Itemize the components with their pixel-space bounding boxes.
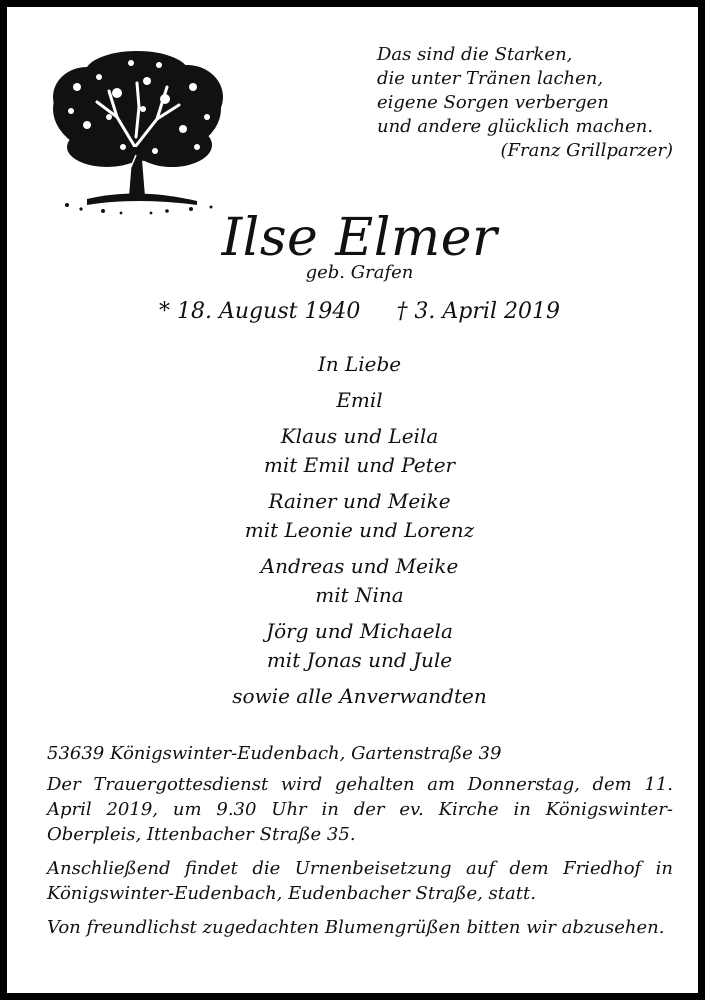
death-date: † 3. April 2019 xyxy=(396,299,560,324)
birth-date: * 18. August 1940 xyxy=(159,299,361,324)
quote-line: und andere glücklich machen. xyxy=(377,116,654,137)
mourners-intro: In Liebe xyxy=(317,352,402,376)
quote-line: eigene Sorgen verbergen xyxy=(377,92,609,113)
family-line: mit Jonas und Jule xyxy=(266,648,453,672)
family-line: mit Leonie und Lorenz xyxy=(244,518,475,542)
service-info: Der Trauergottesdienst wird gehalten am Donnerstag, dem 11. April 2019, um 9.30 Uhr in der ev. Kirche in Königswinter-Oberpleis, Ittenbacher Straße 35. xyxy=(47,774,673,845)
mourners-closing: sowie alle Anverwandten xyxy=(232,684,487,708)
spouse-name: Emil xyxy=(336,388,383,412)
deceased-name: Ilse Elmer xyxy=(221,208,498,268)
tree-illustration-icon xyxy=(47,47,227,217)
family-group xyxy=(7,552,705,610)
quote-line: Das sind die Starken, xyxy=(377,44,573,65)
family-group xyxy=(7,617,705,675)
family-group xyxy=(7,487,705,545)
quote-line: die unter Tränen lachen, xyxy=(377,68,604,89)
mourners-list xyxy=(7,350,705,711)
flowers-note: Von freundlichst zugedachten Blumengrüßen bitten wir abzusehen. xyxy=(47,917,665,938)
burial-info: Anschließend findet die Urnenbeisetzung auf dem Friedhof in Königswinter-Eudenbach, Eudenbacher Straße, statt. xyxy=(47,858,673,904)
family-line: Andreas und Meike xyxy=(260,554,459,578)
poem-quote xyxy=(377,43,677,163)
family-line: Rainer und Meike xyxy=(268,489,451,513)
family-line: Klaus und Leila xyxy=(280,424,439,448)
family-address: 53639 Königswinter-Eudenbach, Gartenstraße 39 xyxy=(47,743,502,764)
family-line: Jörg und Michaela xyxy=(266,619,453,643)
life-dates xyxy=(7,297,705,327)
family-line: mit Nina xyxy=(315,583,404,607)
birth-name: geb. Grafen xyxy=(305,262,414,283)
family-line: mit Emil und Peter xyxy=(263,453,456,477)
family-group xyxy=(7,422,705,480)
quote-author: (Franz Grillparzer) xyxy=(500,140,673,161)
notice-details xyxy=(47,741,673,949)
